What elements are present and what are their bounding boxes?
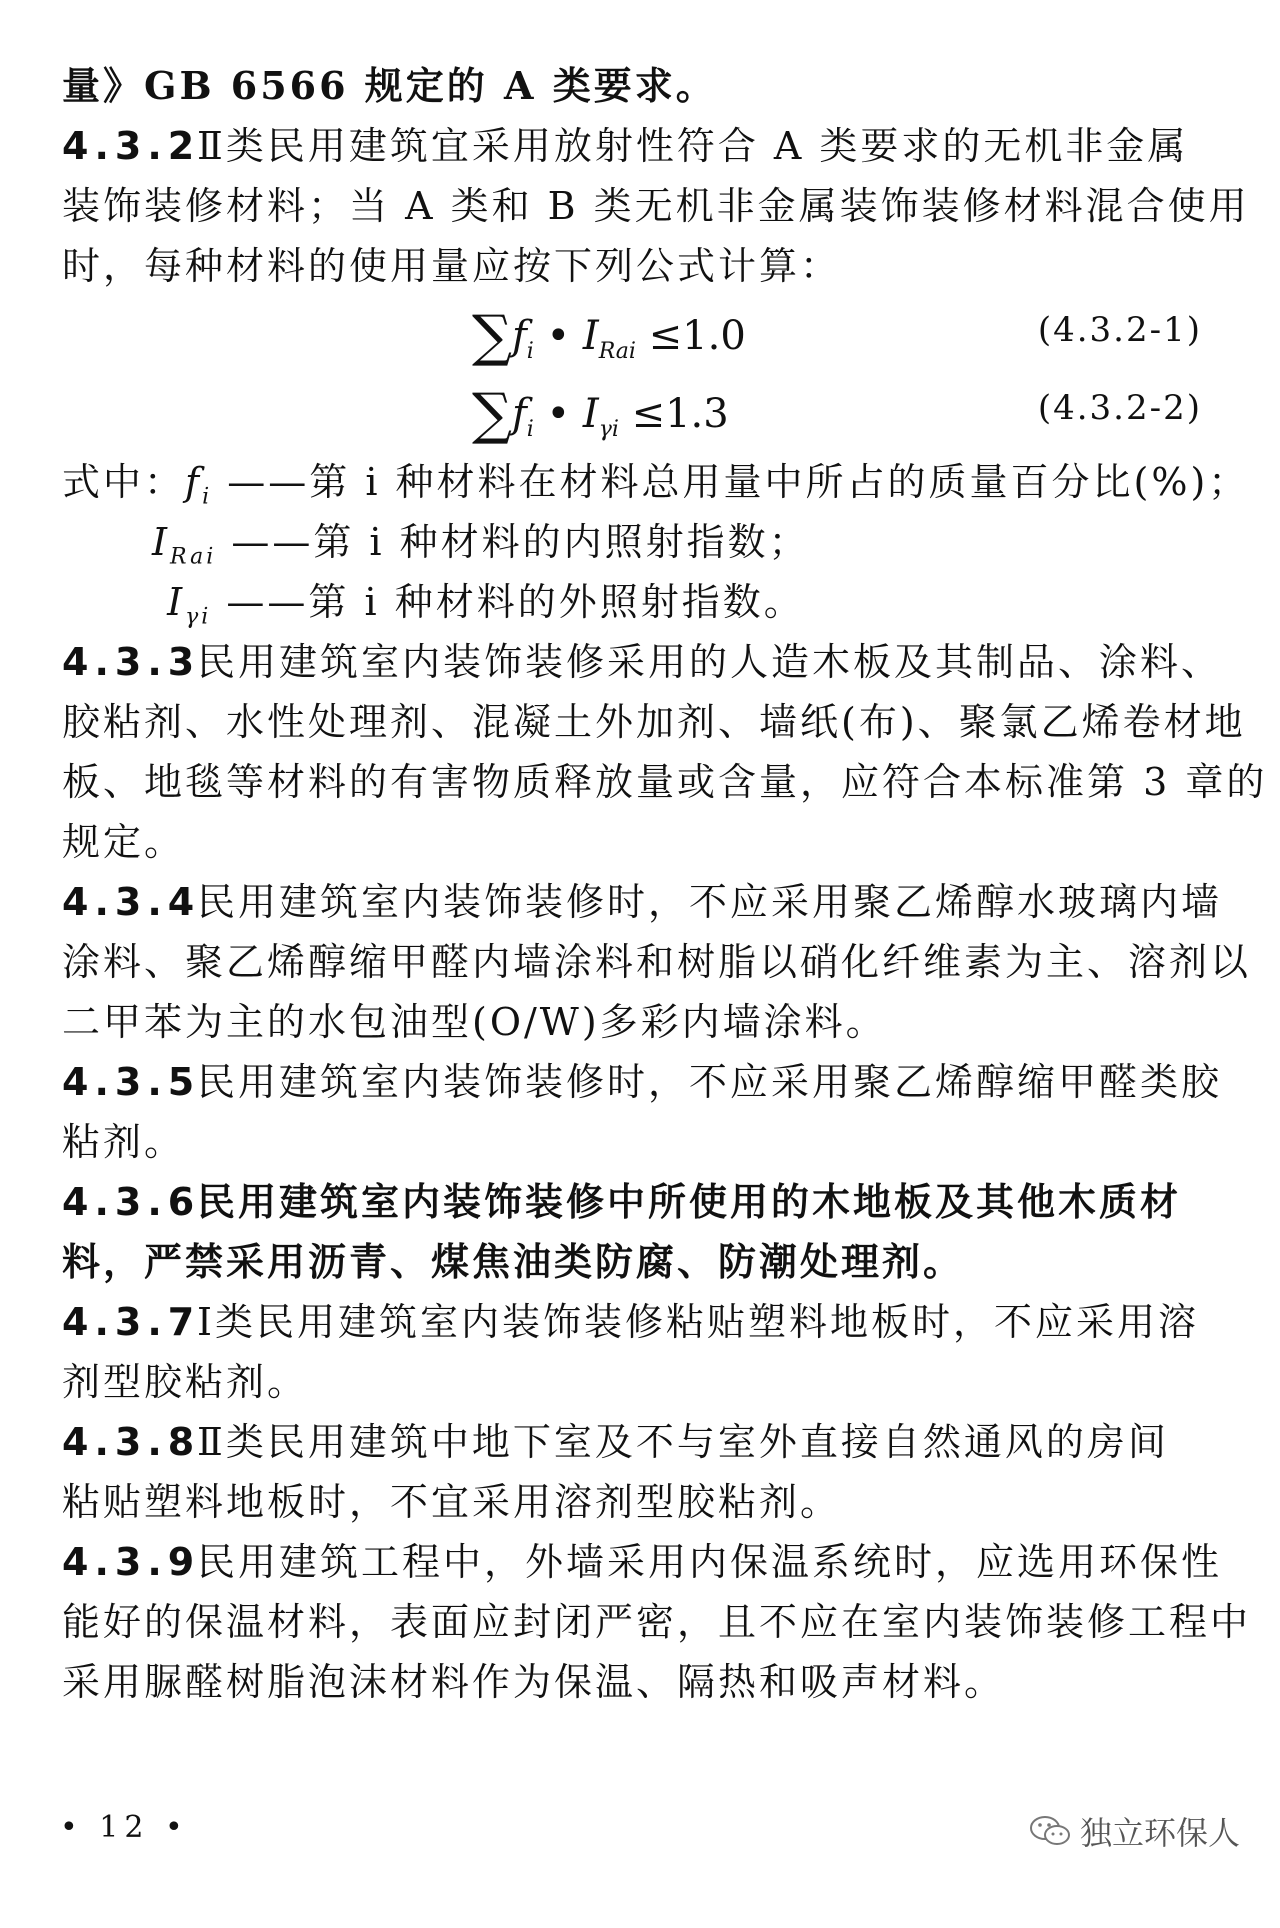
page-number: • 12 • [60, 1810, 189, 1845]
text-line: 剂型胶粘剂。 [62, 1360, 309, 1404]
formula-tag: (4.3.2-2) [1037, 388, 1202, 428]
text-line: 采用脲醛树脂泡沫材料作为保温、隔热和吸声材料。 [62, 1660, 1006, 1704]
text-line: Ⅱ类民用建筑宜采用放射性符合 A 类要求的无机非金属 [197, 124, 1189, 168]
text-line: 量》GB 6566 规定的 A 类要求。 [62, 63, 717, 108]
clause-number: 4.3.2 [62, 124, 201, 168]
text-line: 时，每种材料的使用量应按下列公式计算： [62, 244, 842, 288]
where-line: 式中：$f_i$ ——第 i 种材料在材料总用量中所占的质量百分比(%)； [62, 460, 1250, 510]
text-line: 粘剂。 [62, 1120, 186, 1164]
wechat-icon [1028, 1814, 1072, 1848]
formula-4-3-2-2: $\sum f_i$ • $I_{\gamma i} \le 1.3$ (4.3.2-2) [472, 382, 1202, 447]
formula-tag: (4.3.2-1) [1037, 310, 1202, 350]
text-line: 胶粘剂、水性处理剂、混凝土外加剂、墙纸(布)、聚氯乙烯卷材地 [62, 700, 1246, 744]
where-line: $I_{\gamma i}$ ——第 i 种材料的外照射指数。 [167, 580, 805, 630]
where-line: $I_{Rai}$ ——第 i 种材料的内照射指数； [152, 520, 810, 570]
formula-rhs: ≤1.3 [631, 391, 729, 437]
text-line: 二甲苯为主的水包油型(O/W)多彩内墙涂料。 [62, 1000, 887, 1044]
watermark [1028, 1808, 1240, 1854]
text-line: 板、地毯等材料的有害物质释放量或含量，应符合本标准第 3 章的 [62, 760, 1268, 804]
clause-4-3-9: 4.3.9民用建筑工程中，外墙采用内保温系统时，应选用环保性 [62, 1540, 1223, 1584]
clause-4-3-7: 4.3.7Ⅰ类民用建筑室内装饰装修粘贴塑料地板时，不应采用溶 [62, 1300, 1200, 1344]
document-page [62, 56, 1268, 1712]
formula-4-3-2-1: $\sum f_i$ • $I_{Rai} \le 1.0$ (4.3.2-1) [472, 304, 1202, 369]
clause-4-3-4: 4.3.4民用建筑室内装饰装修时，不应采用聚乙烯醇水玻璃内墙 [62, 880, 1223, 924]
text-line: 装饰装修材料；当 A 类和 B 类无机非金属装饰装修材料混合使用 [62, 184, 1250, 228]
text-line: 粘贴塑料地板时，不宜采用溶剂型胶粘剂。 [62, 1480, 842, 1524]
text-line: 规定。 [62, 820, 186, 864]
text-line: 能好的保温材料，表面应封闭严密，且不应在室内装饰装修工程中 [62, 1600, 1252, 1644]
formula-rhs: ≤1.0 [648, 313, 746, 359]
clause-4-3-6: 4.3.6民用建筑室内装饰装修中所使用的木地板及其他木质材 [62, 1179, 1182, 1224]
text-line: 料，严禁采用沥青、煤焦油类防腐、防潮处理剂。 [62, 1239, 965, 1284]
clause-4-3-8: 4.3.8Ⅱ类民用建筑中地下室及不与室外直接自然通风的房间 [62, 1420, 1169, 1464]
text-line: 涂料、聚乙烯醇缩甲醛内墙涂料和树脂以硝化纤维素为主、溶剂以 [62, 940, 1252, 984]
clause-4-3-2 [62, 116, 1202, 176]
clause-4-3-3: 4.3.3民用建筑室内装饰装修采用的人造木板及其制品、涂料、 [62, 640, 1223, 684]
clause-4-3-5: 4.3.5民用建筑室内装饰装修时，不应采用聚乙烯醇缩甲醛类胶 [62, 1060, 1223, 1104]
watermark-text: 独立环保人 [1079, 1814, 1240, 1852]
